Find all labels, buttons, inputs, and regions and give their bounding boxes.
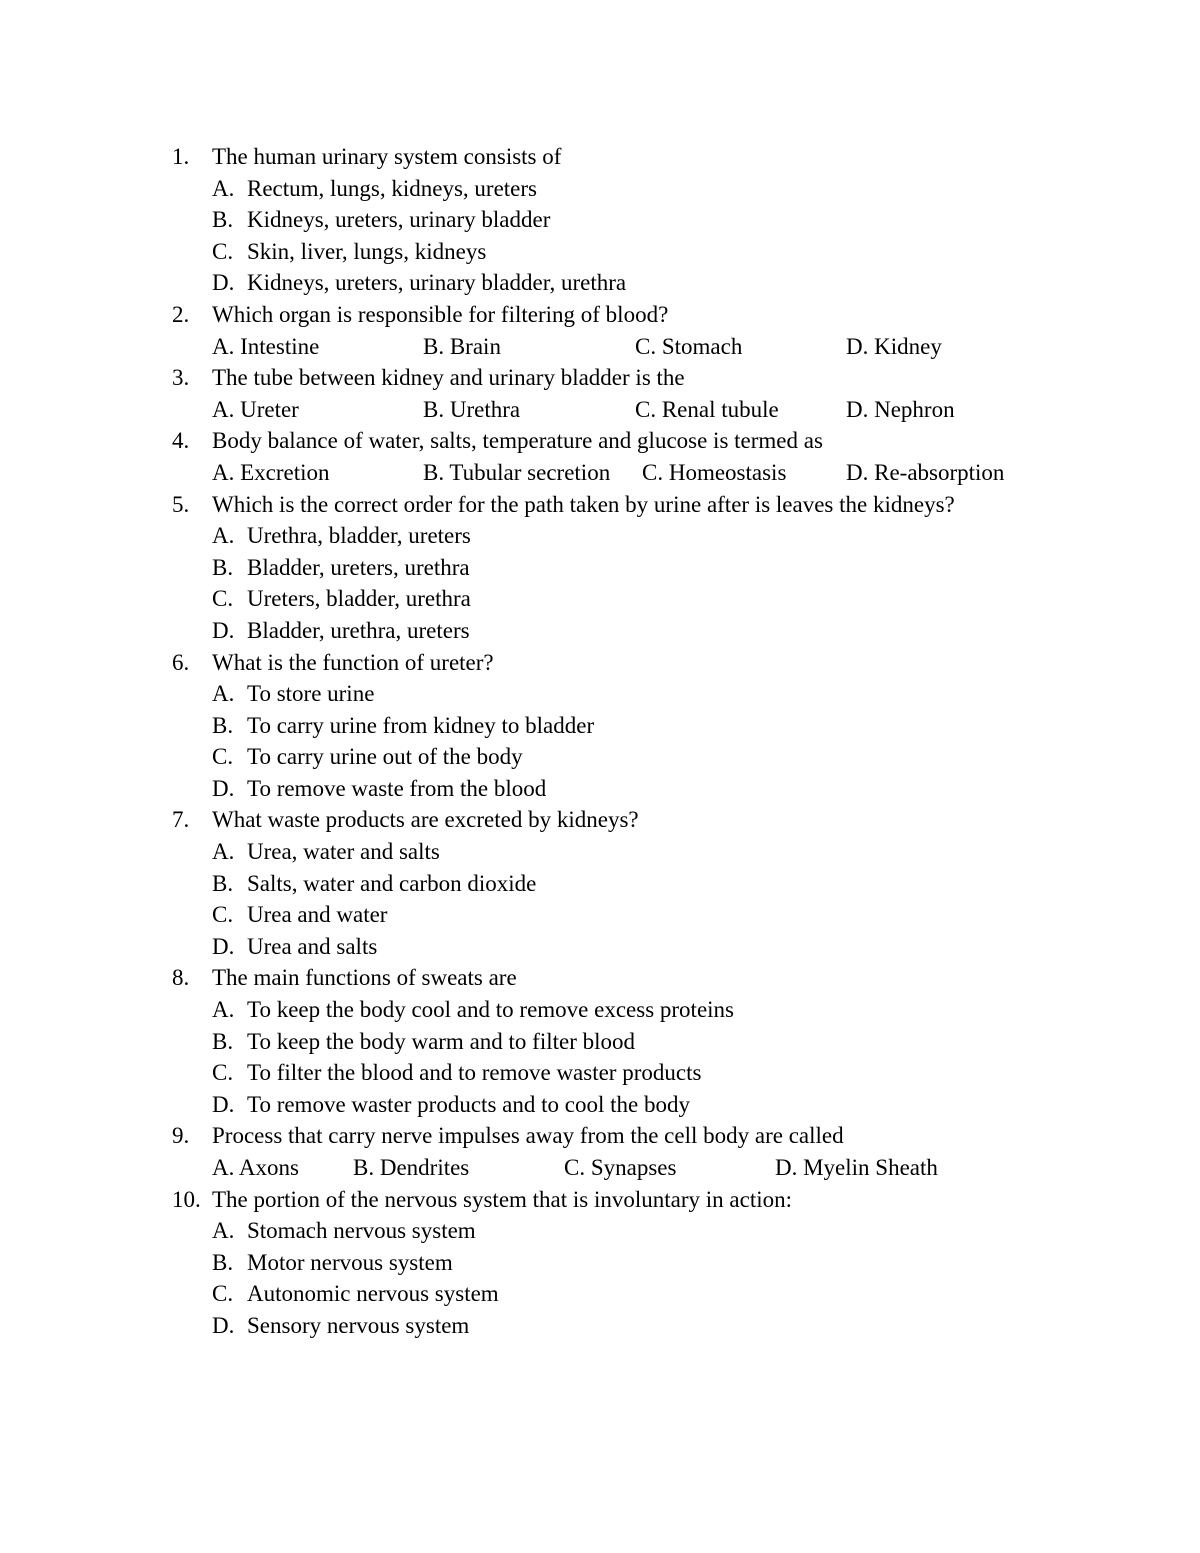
question-text: Process that carry nerve impulses away from the cell body are called [212, 1123, 844, 1149]
question-5 [172, 489, 1072, 521]
question-text: The human urinary system consists of [212, 144, 562, 169]
option-row [172, 615, 1072, 647]
option-letter: D. [212, 775, 235, 801]
option-row [172, 868, 1072, 900]
option-row [172, 1278, 1072, 1310]
question-8 [172, 962, 1072, 994]
question-number: 9. [172, 1123, 190, 1149]
question-text: The main functions of sweats are [212, 965, 517, 991]
question-list [172, 141, 1072, 1342]
option-text: To carry urine out of the body [247, 744, 523, 770]
option-row [172, 1310, 1072, 1342]
option-row [172, 1215, 1072, 1247]
inline-option: D. Kidney [846, 333, 942, 359]
option-text: Motor nervous system [247, 1249, 453, 1275]
inline-option: D. Re-absorption [846, 459, 1005, 485]
option-row [172, 836, 1072, 868]
option-text: Autonomic nervous system [247, 1281, 499, 1307]
option-text: Urethra, bladder, ureters [247, 523, 471, 549]
question-3 [172, 362, 1072, 394]
question-number: 3. [172, 365, 190, 391]
option-row [172, 931, 1072, 963]
question-10 [172, 1184, 1072, 1216]
option-letter: A. [212, 997, 235, 1023]
option-text: To remove waste from the blood [247, 775, 547, 801]
question-9 [172, 1120, 1072, 1152]
inline-option: D. Myelin Sheath [775, 1155, 938, 1180]
option-letter: A. [212, 1218, 235, 1244]
option-row [172, 994, 1072, 1026]
option-letter: B. [212, 870, 234, 896]
option-letter: B. [212, 1249, 234, 1275]
option-letter: A. [212, 839, 235, 865]
option-row [172, 236, 1072, 268]
option-row [172, 267, 1072, 299]
question-text: What waste products are excreted by kidneys? [212, 807, 639, 833]
option-letter: A. [212, 523, 235, 549]
option-letter: B. [212, 712, 234, 738]
option-letter: C. [212, 1281, 234, 1307]
question-2 [172, 299, 1072, 331]
question-number: 10. [172, 1186, 201, 1212]
option-letter: D. [212, 933, 235, 959]
option-text: To remove waster products and to cool the body [247, 1091, 690, 1117]
inline-option: C. Renal tubule [635, 396, 779, 422]
option-letter: D. [212, 1091, 235, 1117]
option-letter: D. [212, 1312, 235, 1338]
question-text: What is the function of ureter? [212, 649, 494, 675]
inline-option: B. Dendrites [353, 1155, 470, 1180]
question-text: The portion of the nervous system that is involuntary in action: [212, 1186, 793, 1212]
option-letter: C. [212, 586, 234, 612]
option-row [172, 773, 1072, 805]
option-row [172, 1247, 1072, 1279]
question-text: Body balance of water, salts, temperature and glucose is termed as [212, 428, 823, 454]
option-row [172, 710, 1072, 742]
option-letter: A. [212, 681, 235, 707]
option-letter: D. [212, 617, 235, 643]
option-row [172, 520, 1072, 552]
option-row [172, 741, 1072, 773]
option-row [172, 1057, 1072, 1089]
option-text: Rectum, lungs, kidneys, ureters [247, 175, 538, 201]
option-letter: C. [212, 744, 234, 770]
question-6 [172, 647, 1072, 679]
option-letter: B. [212, 554, 234, 580]
question-text: Which is the correct order for the path taken by urine after is leaves the kidneys? [212, 491, 955, 517]
option-row [172, 678, 1072, 710]
inline-options-row [172, 457, 1072, 489]
option-text: Bladder, ureters, urethra [247, 554, 470, 580]
option-letter: B. [212, 1028, 234, 1054]
option-text: Sensory nervous system [247, 1312, 470, 1338]
option-text: Salts, water and carbon dioxide [247, 870, 537, 896]
question-number: 1. [172, 144, 190, 169]
option-letter: B. [212, 207, 234, 233]
option-letter: A. [212, 175, 235, 201]
option-text: To carry urine from kidney to bladder [247, 712, 595, 738]
option-text: Kidneys, ureters, urinary bladder [247, 207, 551, 233]
option-letter: C. [212, 238, 234, 264]
option-text: Urea, water and salts [247, 839, 440, 865]
inline-option: A. Ureter [212, 396, 299, 422]
question-7 [172, 804, 1072, 836]
inline-option: A. Axons [212, 1155, 299, 1180]
inline-option: A. Excretion [212, 459, 330, 485]
question-number: 8. [172, 965, 190, 991]
question-number: 6. [172, 649, 190, 675]
question-number: 5. [172, 491, 190, 517]
inline-option: C. Stomach [635, 333, 743, 359]
option-row [172, 1089, 1072, 1121]
inline-option: A. Intestine [212, 333, 320, 359]
option-row [172, 899, 1072, 931]
option-text: Ureters, bladder, urethra [247, 586, 471, 612]
option-text: Kidneys, ureters, urinary bladder, urethra [247, 270, 627, 296]
question-1 [172, 141, 1072, 173]
option-row [172, 583, 1072, 615]
option-row [172, 552, 1072, 584]
option-letter: D. [212, 270, 235, 296]
inline-option: B. Brain [423, 333, 501, 359]
option-row [172, 204, 1072, 236]
question-text: The tube between kidney and urinary bladder is the [212, 365, 685, 391]
inline-options-row [172, 331, 1072, 363]
question-text: Which organ is responsible for filtering of blood? [212, 301, 669, 327]
option-row [172, 1026, 1072, 1058]
inline-option: D. Nephron [846, 396, 955, 422]
question-number: 4. [172, 428, 190, 454]
option-text: To store urine [247, 681, 375, 707]
inline-option: B. Urethra [423, 396, 521, 422]
question-4 [172, 425, 1072, 457]
option-row [172, 173, 1072, 205]
option-text: Urea and salts [247, 933, 378, 959]
option-text: Bladder, urethra, ureters [247, 617, 470, 643]
inline-option: C. Synapses [564, 1155, 677, 1180]
option-text: Urea and water [247, 902, 388, 928]
inline-option: C. Homeostasis [642, 459, 787, 485]
question-number: 7. [172, 807, 190, 833]
option-text: To filter the blood and to remove waster products [247, 1060, 702, 1086]
inline-options-row [172, 1152, 1072, 1184]
option-text: To keep the body warm and to filter blood [247, 1028, 636, 1054]
option-letter: C. [212, 902, 234, 928]
option-text: Stomach nervous system [247, 1218, 476, 1244]
option-text: Skin, liver, lungs, kidneys [247, 238, 487, 264]
question-number: 2. [172, 301, 190, 327]
inline-option: B. Tubular secretion [423, 459, 611, 485]
option-letter: C. [212, 1060, 234, 1086]
option-text: To keep the body cool and to remove excess proteins [247, 997, 734, 1023]
inline-options-row [172, 394, 1072, 426]
